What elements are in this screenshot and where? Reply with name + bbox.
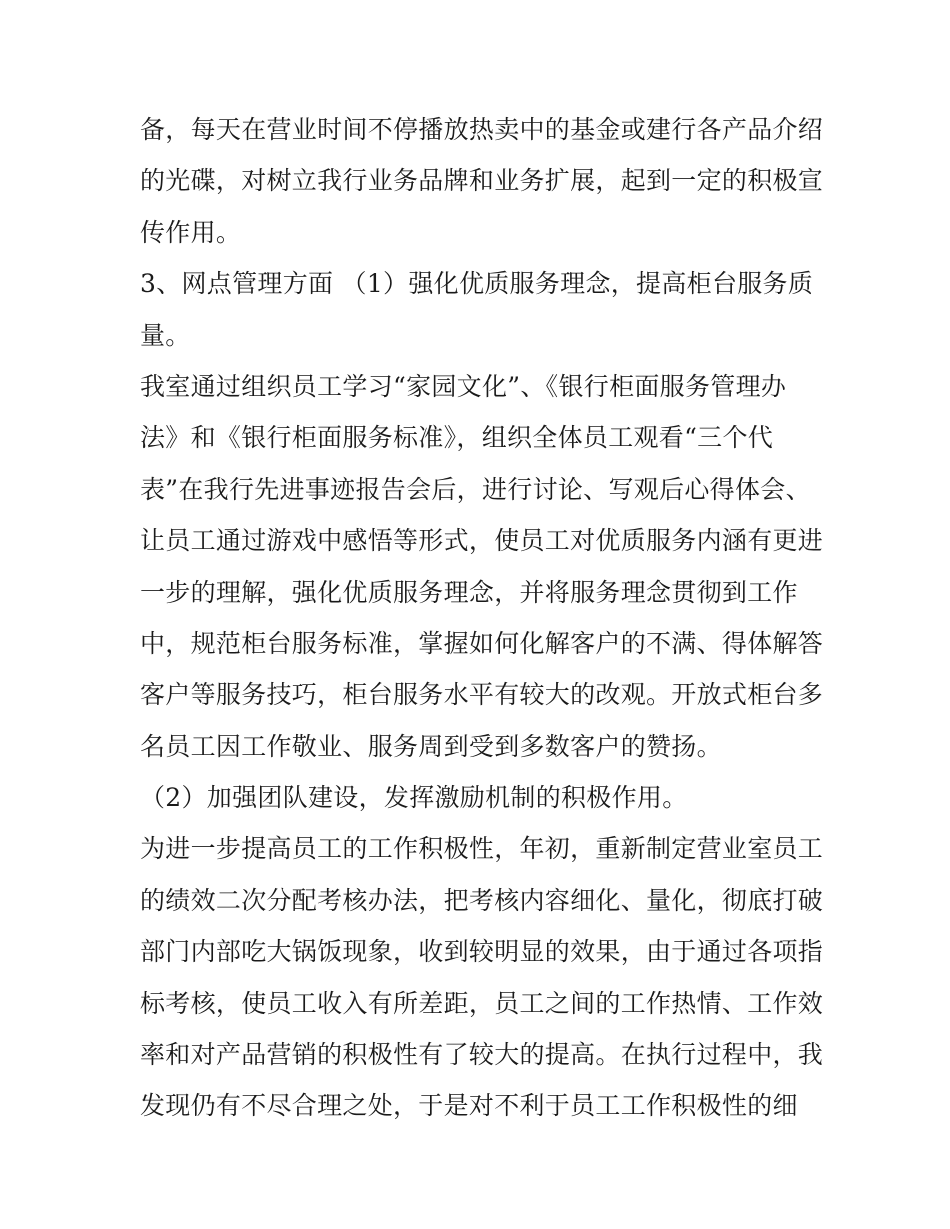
text-line: 一步的理解，强化优质服务理念，并将服务理念贯彻到工作 xyxy=(140,577,798,607)
text-line: 让员工通过游戏中感悟等形式，使员工对优质服务内涵有更进 xyxy=(140,526,824,556)
text-line: 的绩效二次分配考核办法，把考核内容细化、量化，彻底打破 xyxy=(140,885,824,915)
body-text xyxy=(140,104,830,1132)
text-line: 部门内部吃大锅饭现象，收到较明显的效果，由于通过各项指 xyxy=(140,937,824,967)
section-heading-line: 量。 xyxy=(140,320,191,350)
text-line: 我室通过组织员工学习“家园文化”、《银行柜面服务管理办 xyxy=(140,371,787,401)
text-line: 的光碟，对树立我行业务品牌和业务扩展，起到一定的积极宣 xyxy=(140,166,824,196)
text-line: 备，每天在营业时间不停播放热卖中的基金或建行各产品介绍 xyxy=(140,115,824,144)
text-line: 为进一步提高员工的工作积极性，年初，重新制定营业室员工 xyxy=(140,834,824,864)
section-heading-line: 3、网点管理方面 （1）强化优质服务理念，提高柜台服务质 xyxy=(140,269,814,299)
text-line: 客户等服务技巧，柜台服务水平有较大的改观。开放式柜台多 xyxy=(140,680,824,710)
text-line: 传作用。 xyxy=(140,217,242,247)
text-line: 发现仍有不尽合理之处，于是对不利于员工工作积极性的细 xyxy=(140,1091,798,1121)
text-line: 率和对产品营销的积极性有了较大的提高。在执行过程中，我 xyxy=(140,1040,824,1070)
text-line: 表”在我行先进事迹报告会后，进行讨论、写观后心得体会、 xyxy=(140,474,811,504)
text-line: 中，规范柜台服务标准，掌握如何化解客户的不满、得体解答 xyxy=(140,628,824,658)
subheading-line: （2）加强团队建设，发挥激励机制的积极作用。 xyxy=(140,783,688,813)
text-line: 法》和《银行柜面服务标准》，组织全体员工观看“三个代 xyxy=(140,423,774,453)
text-line: 标考核，使员工收入有所差距，员工之间的工作热情、工作效 xyxy=(140,988,824,1018)
text-line: 名员工因工作敬业、服务周到受到多数客户的赞扬。 xyxy=(140,731,722,761)
